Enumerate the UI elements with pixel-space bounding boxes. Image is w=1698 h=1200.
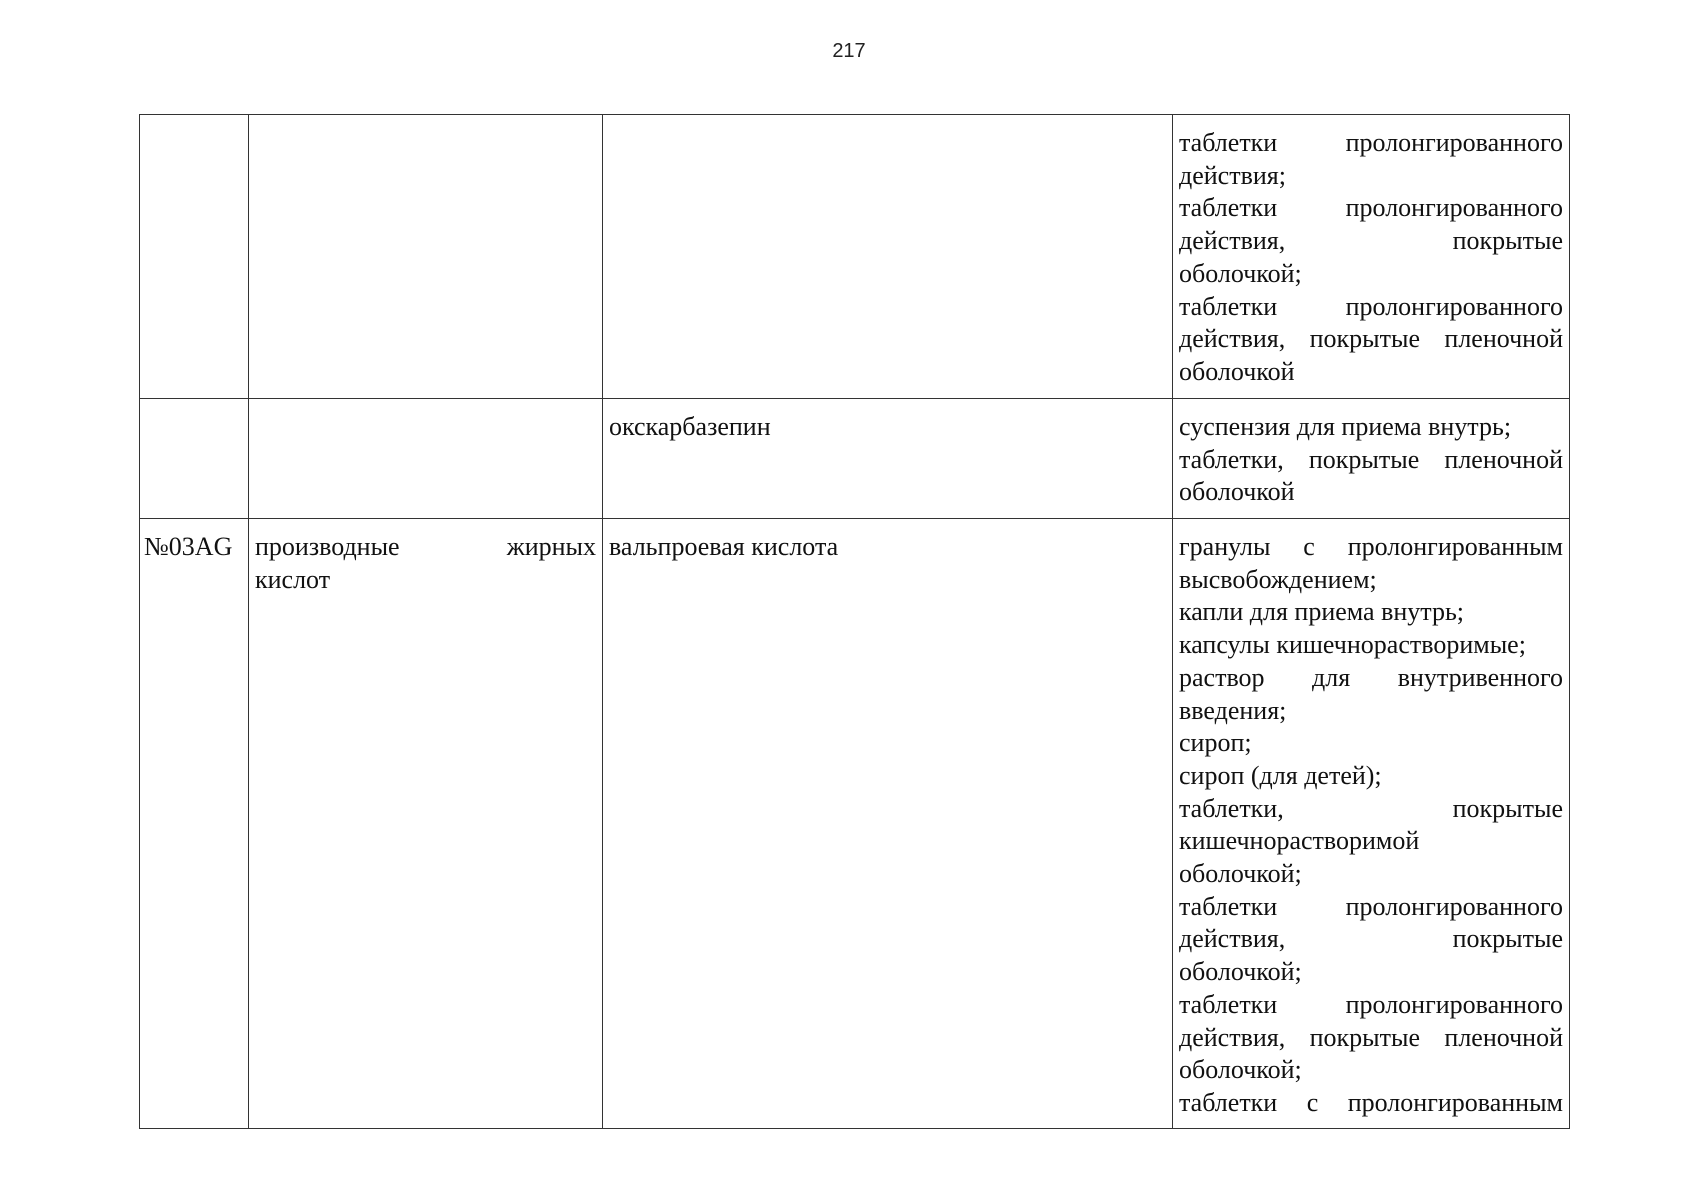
page-number: 217 <box>832 40 866 62</box>
dosage-form-line: капсулы кишечнорастворимые; <box>1179 630 1526 660</box>
dosage-form <box>1179 411 1563 444</box>
dosage-form <box>1179 760 1563 793</box>
dosage-form-line: таблетки пролонгированного <box>1179 128 1563 157</box>
dosage-form-line: сироп; <box>1179 728 1252 758</box>
dosage-form-line: оболочкой; <box>1179 258 1302 288</box>
dosage-form <box>1179 727 1563 760</box>
dosage-form-line: таблетки пролонгированного <box>1179 989 1563 1019</box>
atc-code-cell <box>140 519 249 1129</box>
dosage-form-line: суспензия для приема внутрь; <box>1179 412 1512 441</box>
dosage-forms-cell <box>1173 519 1570 1129</box>
group-cell <box>249 399 603 519</box>
dosage-form-line: таблетки пролонгированного <box>1179 291 1563 321</box>
dosage-form-line: действия, покрытые <box>1179 226 1563 256</box>
table-row <box>140 399 1570 519</box>
dosage-forms-cell <box>1173 115 1570 399</box>
dosage-forms-cell <box>1173 399 1570 519</box>
dosage-form-line: раствор для внутривенного <box>1179 662 1563 692</box>
dosage-form-line: сироп (для детей); <box>1179 760 1382 790</box>
group-cell <box>249 519 603 1129</box>
atc-code: №03AG <box>144 532 233 561</box>
dosage-form-line: высвобождением; <box>1179 564 1377 594</box>
atc-code-cell <box>140 115 249 399</box>
dosage-form-line: действия, покрытые <box>1179 924 1563 954</box>
dosage-form-line: оболочкой; <box>1179 1055 1302 1085</box>
dosage-form-line: оболочкой; <box>1179 859 1302 889</box>
drug-table <box>139 114 1570 1129</box>
group-name-line: производные жирных <box>255 532 596 561</box>
dosage-form-line: таблетки, покрытые <box>1179 793 1563 823</box>
table-row <box>140 519 1570 1129</box>
dosage-form-line: кишечнорастворимой <box>1179 826 1420 856</box>
dosage-form <box>1179 192 1563 290</box>
dosage-form <box>1179 444 1563 509</box>
group-name-line: кислот <box>255 564 331 594</box>
dosage-form-line: действия; <box>1179 160 1286 190</box>
table-row <box>140 115 1570 399</box>
dosage-form-line: таблетки, покрытые пленочной <box>1179 444 1563 474</box>
dosage-form-line: оболочкой; <box>1179 957 1302 987</box>
dosage-form-line: таблетки пролонгированного <box>1179 891 1563 921</box>
substance-name: вальпроевая кислота <box>609 532 839 561</box>
dosage-form <box>1179 531 1563 596</box>
dosage-form <box>1179 989 1563 1087</box>
dosage-form <box>1179 596 1563 629</box>
atc-code-cell <box>140 399 249 519</box>
dosage-form-line: введения; <box>1179 695 1287 725</box>
dosage-form <box>1179 793 1563 891</box>
dosage-form-line: действия, покрытые пленочной <box>1179 324 1563 354</box>
dosage-form-line: оболочкой <box>1179 477 1295 507</box>
dosage-form <box>1179 629 1563 662</box>
dosage-form-line: оболочкой <box>1179 356 1295 386</box>
dosage-form <box>1179 891 1563 989</box>
dosage-form-line: гранулы с пролонгированным <box>1179 532 1563 561</box>
substance-cell <box>603 115 1173 399</box>
group-cell <box>249 115 603 399</box>
dosage-form <box>1179 127 1563 192</box>
dosage-form-line: таблетки пролонгированного <box>1179 193 1563 223</box>
dosage-form <box>1179 291 1563 389</box>
substance-cell <box>603 399 1173 519</box>
substance-name: окскарбазепин <box>609 412 771 441</box>
dosage-form-line: таблетки с пролонгированным <box>1179 1087 1563 1117</box>
dosage-form-line: капли для приема внутрь; <box>1179 597 1465 627</box>
dosage-form <box>1179 1087 1563 1120</box>
dosage-form-line: действия, покрытые пленочной <box>1179 1022 1563 1052</box>
substance-cell <box>603 519 1173 1129</box>
dosage-form <box>1179 662 1563 727</box>
